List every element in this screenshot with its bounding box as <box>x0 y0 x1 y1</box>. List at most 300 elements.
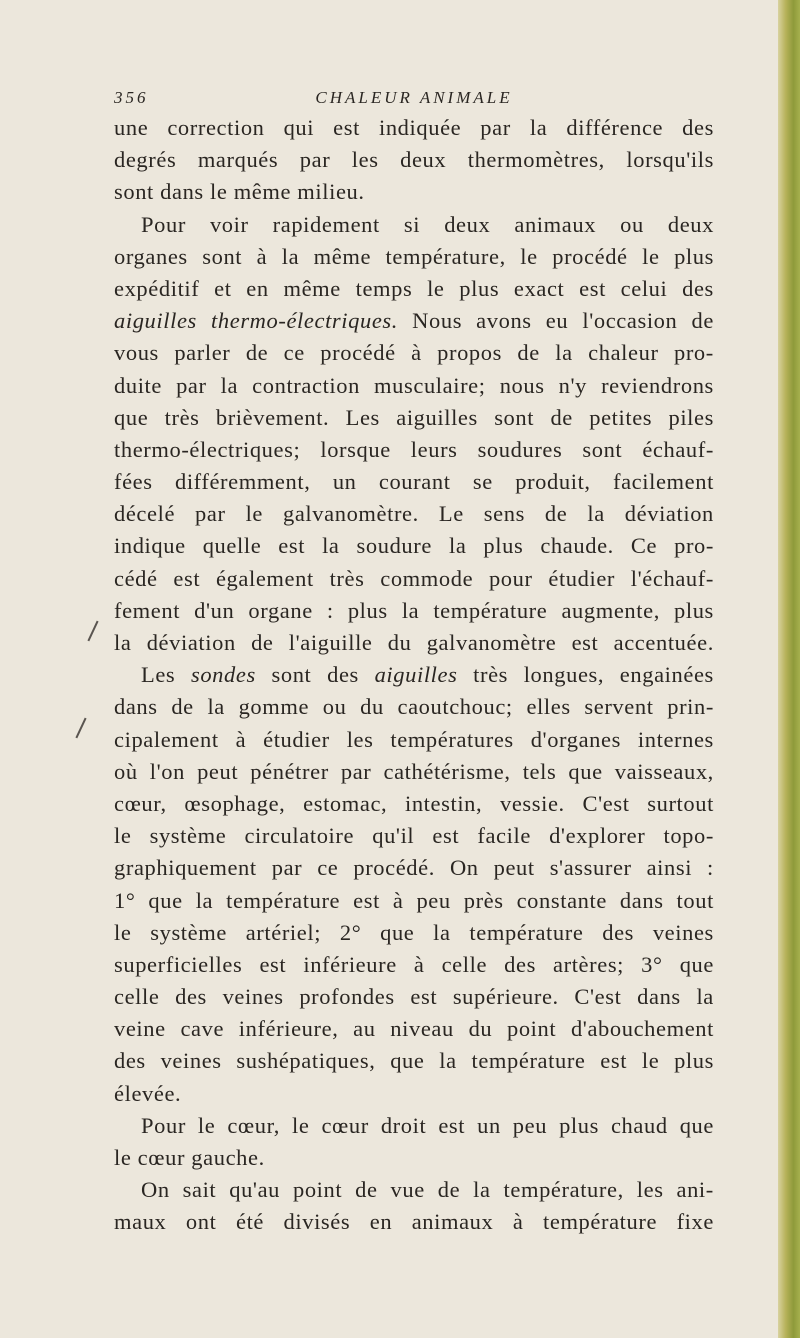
word: deux <box>400 147 447 173</box>
text-line <box>114 788 714 820</box>
text-line <box>114 756 714 788</box>
word: Ce <box>630 533 658 559</box>
margin-mark <box>87 621 98 642</box>
word: plus <box>483 533 524 559</box>
word: également <box>215 565 314 591</box>
word: se <box>472 469 493 495</box>
word: animaux <box>411 1209 494 1235</box>
text-line <box>114 1013 714 1045</box>
word: prin- <box>667 694 714 720</box>
word: : <box>326 597 334 623</box>
word: à <box>413 951 425 977</box>
word: vue <box>390 1177 425 1203</box>
word: maux <box>114 1209 167 1235</box>
word: température <box>471 1048 586 1074</box>
word: sait <box>182 1177 217 1203</box>
word: d'organes <box>530 726 621 752</box>
word: que <box>390 1048 425 1074</box>
word: aiguilles <box>396 404 478 430</box>
word: la <box>207 694 225 720</box>
word: thermo-électriques. <box>211 308 399 334</box>
word: la <box>555 340 573 366</box>
word: point <box>506 1016 557 1042</box>
text-line <box>114 144 714 176</box>
word: rapidement <box>272 211 380 237</box>
word: chaud <box>610 1112 668 1138</box>
word: plus <box>459 275 500 301</box>
word: aiguilles <box>114 308 197 334</box>
word: niveau <box>390 1016 454 1042</box>
word: est <box>353 887 380 913</box>
word: duite <box>114 372 162 398</box>
word: que <box>380 919 415 945</box>
word: procédé <box>552 243 628 269</box>
word: plus <box>559 1112 599 1138</box>
word: sont <box>494 404 535 430</box>
word: près <box>463 887 504 913</box>
word: chaude. <box>540 533 614 559</box>
word: deux <box>444 211 491 237</box>
word: point <box>292 1177 343 1203</box>
word: celui <box>620 275 668 301</box>
word: par <box>299 147 331 173</box>
word: est <box>432 823 460 849</box>
word: que <box>679 1112 714 1138</box>
word: température, <box>503 1177 624 1203</box>
word: très <box>164 404 200 430</box>
word: divisés <box>283 1209 351 1235</box>
word: les <box>351 147 379 173</box>
word: vous <box>114 340 159 366</box>
word: élevée. <box>114 1080 182 1106</box>
word: tout <box>676 887 714 913</box>
word: qu'il <box>372 823 415 849</box>
word: organe <box>248 597 313 623</box>
word: peut <box>197 758 239 784</box>
word: où <box>114 758 138 784</box>
word: thermo-électriques; <box>114 436 301 462</box>
word: : <box>707 855 714 881</box>
word: l'échauf- <box>630 565 714 591</box>
word: sont <box>271 662 312 688</box>
word: décelé <box>114 501 176 527</box>
word: plus <box>674 597 714 623</box>
word: ani- <box>676 1177 714 1203</box>
word: l'on <box>149 758 185 784</box>
word: Les <box>345 404 380 430</box>
word: On <box>449 855 479 881</box>
word: veines <box>222 984 284 1010</box>
word: la <box>114 630 132 655</box>
word: température <box>543 1209 658 1235</box>
word: étudier <box>263 726 330 752</box>
word: cédé <box>114 565 158 591</box>
word: et <box>214 275 232 301</box>
word: les <box>636 1177 664 1203</box>
word: étudier <box>548 565 616 591</box>
word: en <box>369 1209 393 1235</box>
word: Nous <box>412 308 463 334</box>
word: marqués <box>197 147 279 173</box>
word: plus <box>674 1048 714 1074</box>
word: courant <box>378 469 451 495</box>
word: superficielles <box>114 951 243 977</box>
word: estomac, <box>303 790 388 816</box>
word: fixe <box>676 1209 714 1235</box>
word: 1° <box>114 887 136 913</box>
word: piles <box>668 404 714 430</box>
word: de <box>517 340 540 366</box>
text-line <box>114 305 714 337</box>
word: veine <box>114 1016 166 1042</box>
word: des <box>114 1048 146 1074</box>
word: du <box>387 630 412 655</box>
word: cœur, <box>227 1112 281 1138</box>
word: quelle <box>202 533 262 559</box>
word: voir <box>209 211 249 237</box>
text-line <box>114 917 714 949</box>
word: des <box>327 662 359 688</box>
word: pour <box>488 565 533 591</box>
word: des <box>175 984 207 1010</box>
word: propos <box>437 340 502 366</box>
word: Le <box>438 501 464 527</box>
word: du <box>468 1016 493 1042</box>
text-line <box>114 434 714 466</box>
word: ou <box>322 694 347 720</box>
word: constante <box>516 887 607 913</box>
word: celle <box>114 984 160 1010</box>
word: déviation <box>624 501 714 527</box>
text-line <box>114 691 714 723</box>
word: des <box>682 275 714 301</box>
word: le <box>210 179 234 205</box>
word: que <box>148 887 183 913</box>
word: à <box>512 1209 524 1235</box>
word: la <box>220 372 239 398</box>
word: le <box>520 243 538 269</box>
word: circulatoire <box>244 823 355 849</box>
text-line <box>114 563 714 595</box>
text-line <box>114 273 714 305</box>
word: animaux <box>514 211 597 237</box>
word: la <box>448 533 467 559</box>
word: procédé. <box>353 855 435 881</box>
text-line <box>114 949 714 981</box>
word: elles <box>526 694 571 720</box>
word: artériel; <box>245 919 322 945</box>
word: le <box>114 919 132 945</box>
word: fées <box>114 469 153 495</box>
word: parler <box>174 340 231 366</box>
word: vaisseaux, <box>614 758 714 784</box>
text-line <box>114 724 714 756</box>
word: brièvement. <box>215 404 330 430</box>
word: de <box>171 694 194 720</box>
word: dans <box>160 179 211 205</box>
word: accentuée. <box>613 630 714 655</box>
word: leurs <box>410 436 458 462</box>
word: une <box>114 115 149 140</box>
margin-mark <box>75 718 86 739</box>
word: la <box>401 597 420 623</box>
word: Les <box>141 662 176 688</box>
text-line <box>114 530 714 562</box>
word: différence <box>566 115 664 140</box>
word: lorsqu'ils <box>626 147 714 173</box>
word: C'est <box>574 984 622 1010</box>
word: sushépatiques, <box>236 1048 376 1074</box>
word: sens <box>483 501 525 527</box>
word: cœur, <box>114 790 167 816</box>
word: par <box>195 501 226 527</box>
word: à <box>235 726 247 752</box>
word: celle <box>441 951 488 977</box>
word: longues, <box>523 662 605 688</box>
word: à <box>256 243 268 269</box>
text-line <box>114 1142 714 1174</box>
text-line <box>114 885 714 917</box>
word: la <box>529 115 548 140</box>
word: par <box>271 855 303 881</box>
word: la <box>473 1177 491 1203</box>
word: cipalement <box>114 726 219 752</box>
page-number: 356 <box>114 88 149 107</box>
text-line <box>114 1110 714 1142</box>
word: contraction <box>252 372 360 398</box>
word: est <box>410 984 438 1010</box>
word: inférieure, <box>238 1016 339 1042</box>
word: qu'au <box>229 1177 281 1203</box>
word: artères; <box>553 951 625 977</box>
word: plus <box>347 597 388 623</box>
text-line <box>114 337 714 369</box>
word: facilement <box>613 469 714 495</box>
word: si <box>403 211 421 237</box>
word: expéditif <box>114 275 200 301</box>
word: pro- <box>673 340 714 366</box>
word: température <box>433 597 548 623</box>
word: déviation <box>146 630 236 655</box>
word: organes <box>114 243 188 269</box>
word: thermomètres, <box>467 147 605 173</box>
word: C'est <box>582 790 630 816</box>
text-line <box>114 627 714 659</box>
word: profondes <box>299 984 395 1010</box>
word: topo- <box>663 823 714 849</box>
word: la <box>322 533 340 559</box>
text-line <box>114 981 714 1013</box>
word: est <box>571 630 599 655</box>
word: le <box>642 243 660 269</box>
word: de <box>245 340 269 366</box>
word: des <box>504 951 536 977</box>
text-line <box>114 1078 714 1110</box>
text-line <box>114 595 714 627</box>
word: commode <box>380 565 474 591</box>
word: sont <box>202 243 243 269</box>
word: lorsque <box>320 436 391 462</box>
word: au <box>353 1016 376 1042</box>
word: peu <box>416 887 451 913</box>
word: système <box>150 919 227 945</box>
word: inférieure <box>303 951 397 977</box>
word: échauf- <box>642 436 714 462</box>
word: aiguilles <box>374 662 458 688</box>
word: de <box>544 501 568 527</box>
word: soudure <box>356 533 432 559</box>
word: degrés <box>114 147 177 173</box>
word: un <box>477 1112 501 1138</box>
word: un <box>332 469 357 495</box>
text-line <box>114 1045 714 1077</box>
word: que <box>679 951 714 977</box>
word: de <box>251 630 274 655</box>
word: dans <box>619 887 664 913</box>
word: reviendrons <box>601 372 714 398</box>
word: est <box>173 565 201 591</box>
word: température <box>226 887 341 913</box>
word: pénétrer <box>250 758 329 784</box>
word: vessie. <box>499 790 565 816</box>
word: milieu. <box>297 179 365 205</box>
word: internes <box>637 726 714 752</box>
word: chaleur <box>588 340 659 366</box>
word: le <box>114 1145 138 1170</box>
word: exact <box>513 275 565 301</box>
word: plus <box>674 243 714 269</box>
text-line <box>114 370 714 402</box>
word: pro- <box>674 533 714 559</box>
word: la <box>439 1048 457 1074</box>
word: On <box>141 1177 170 1203</box>
word: même <box>283 275 341 301</box>
word: nous <box>499 372 545 398</box>
word: le <box>427 275 445 301</box>
word: musculaire; <box>374 372 486 398</box>
word: indique <box>114 533 186 559</box>
word: la <box>281 243 300 269</box>
word: le <box>292 1112 310 1138</box>
word: cœur <box>321 1112 369 1138</box>
word: d'explorer <box>549 823 646 849</box>
word: l'occasion <box>582 308 678 334</box>
word: œsophage, <box>184 790 286 816</box>
word: facile <box>477 823 531 849</box>
word: le <box>197 1112 216 1138</box>
text-line <box>114 241 714 273</box>
text-line <box>114 659 714 691</box>
word: de <box>550 404 573 430</box>
word: deux <box>667 211 714 237</box>
word: sont <box>582 436 623 462</box>
word: été <box>235 1209 265 1235</box>
word: cave <box>180 1016 225 1042</box>
word: Pour <box>141 1112 186 1138</box>
word: surtout <box>647 790 714 816</box>
word: la <box>195 887 214 913</box>
word: supérieure. <box>452 984 559 1010</box>
word: augmente, <box>561 597 660 623</box>
word: droit <box>380 1112 427 1138</box>
word: Pour <box>141 211 186 237</box>
word: 3° <box>641 951 663 977</box>
running-title: CHALEUR ANIMALE <box>315 88 513 107</box>
word: système <box>149 823 227 849</box>
word: servent <box>584 694 654 720</box>
word: correction <box>167 115 265 140</box>
word: en <box>246 275 269 301</box>
word: 2° <box>339 919 362 945</box>
word: eu <box>545 308 569 334</box>
word: du <box>360 694 384 720</box>
word: les <box>346 726 374 752</box>
word: petites <box>589 404 653 430</box>
word: dans <box>637 984 681 1010</box>
word: indiquée <box>378 115 462 140</box>
word: d'un <box>194 597 235 623</box>
word: graphiquement <box>114 855 257 881</box>
word: ainsi <box>646 855 693 881</box>
text-line <box>114 176 714 208</box>
word: gauche. <box>191 1145 265 1170</box>
text-line <box>114 852 714 884</box>
text-line <box>114 112 714 144</box>
word: même <box>233 179 298 205</box>
word: différemment, <box>174 469 311 495</box>
word: le <box>114 823 132 849</box>
text-line <box>114 402 714 434</box>
word: que <box>114 404 149 430</box>
word: cathétérisme, <box>383 758 511 784</box>
word: température <box>469 919 584 945</box>
word: de <box>355 1177 378 1203</box>
word: des <box>682 115 714 140</box>
word: galvanomètre. <box>283 501 419 527</box>
word: ou <box>620 211 644 237</box>
page-edge <box>778 0 800 1338</box>
word: l'aiguille <box>288 630 373 655</box>
word: temps <box>355 275 413 301</box>
word: de <box>437 1177 461 1203</box>
word: le <box>641 1048 660 1074</box>
body-text <box>114 112 714 1239</box>
text-line <box>114 209 714 241</box>
word: par <box>176 372 207 398</box>
word: très <box>473 662 509 688</box>
word: ce <box>283 340 305 366</box>
word: peu <box>512 1112 548 1138</box>
word: est <box>278 533 306 559</box>
word: températures <box>390 726 514 752</box>
word: même <box>313 243 372 269</box>
word: par <box>480 115 511 140</box>
word: procédé <box>320 340 396 366</box>
word: ce <box>317 855 339 881</box>
word: veines <box>652 919 714 945</box>
word: engainées <box>619 662 714 688</box>
word: caoutchouc; <box>397 694 513 720</box>
word: intestin, <box>404 790 483 816</box>
word: à <box>392 887 404 913</box>
word: de <box>691 308 714 334</box>
word: tels <box>522 758 557 784</box>
word: fement <box>114 597 181 623</box>
word: sont <box>114 179 161 205</box>
word: est <box>600 1048 628 1074</box>
text-line <box>114 1206 714 1238</box>
word: ont <box>185 1209 217 1235</box>
